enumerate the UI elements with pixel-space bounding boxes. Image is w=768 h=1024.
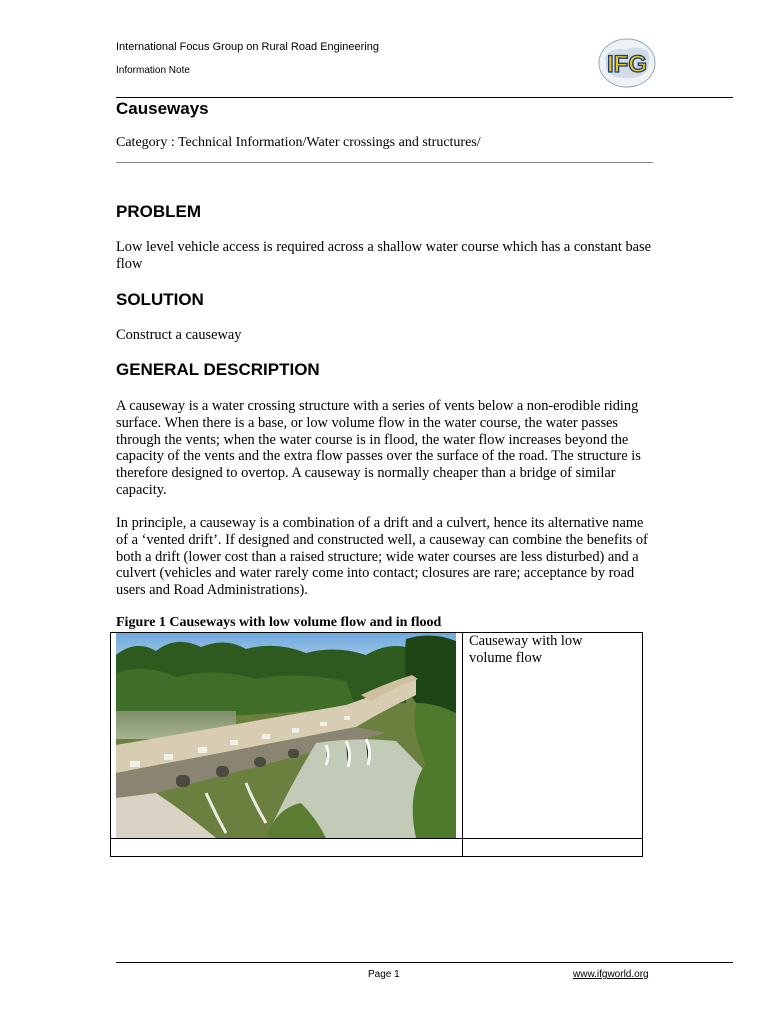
ifg-logo [596, 36, 658, 90]
page-number: Page 1 [368, 969, 400, 980]
general-description-heading: GENERAL DESCRIPTION [116, 360, 320, 379]
footer-rule [116, 962, 733, 963]
category-rule [116, 162, 653, 163]
header-note-type: Information Note [116, 65, 190, 76]
problem-text: Low level vehicle access is required across a shallow water course which has a constant base flow [116, 239, 652, 272]
photo-caption: Causeway with low volume flow [469, 633, 583, 666]
header-rule [116, 97, 733, 98]
general-description-paragraph-1: A causeway is a water crossing structure with a series of vents below a non-erodible riding surface. When there is a base, or low volume flow in the water course, the water passes through the vents; when the water course is in flood, the water flow increases beyond the capacity of the vents and the extra flow passes over the surface of the road. The structure is therefore designed to overtop. A causeway is normally cheaper than a bridge of similar capacity. [116, 398, 641, 498]
figure-empty-cell [462, 838, 643, 857]
solution-heading: SOLUTION [116, 290, 204, 309]
figure-caption: Figure 1 Causeways with low volume flow and in flood [116, 615, 442, 630]
header-organization: International Focus Group on Rural Road Engineering [116, 41, 379, 53]
solution-text: Construct a causeway [116, 327, 242, 343]
website-link[interactable]: www.ifgworld.org [573, 969, 649, 980]
general-description-paragraph-2: In principle, a causeway is a combination of a drift and a culvert, hence its alternative name of a ‘vented drift’. If designed and constructed well, a causeway can combine the benefits of both a drift (lower cost than a raised structure; wide water courses are less disturbed) and a culvert (vehicles and water rarely come into contact; closures are rare; acceptance by road users and Road Administrations). [116, 515, 648, 599]
document-category: Category : Technical Information/Water crossings and structures/ [116, 135, 481, 150]
svg-text:IFG: IFG [607, 51, 647, 78]
document-title: Causeways [116, 99, 209, 118]
problem-heading: PROBLEM [116, 202, 201, 221]
causeway-photo [116, 633, 456, 838]
figure-empty-cell [110, 838, 463, 857]
